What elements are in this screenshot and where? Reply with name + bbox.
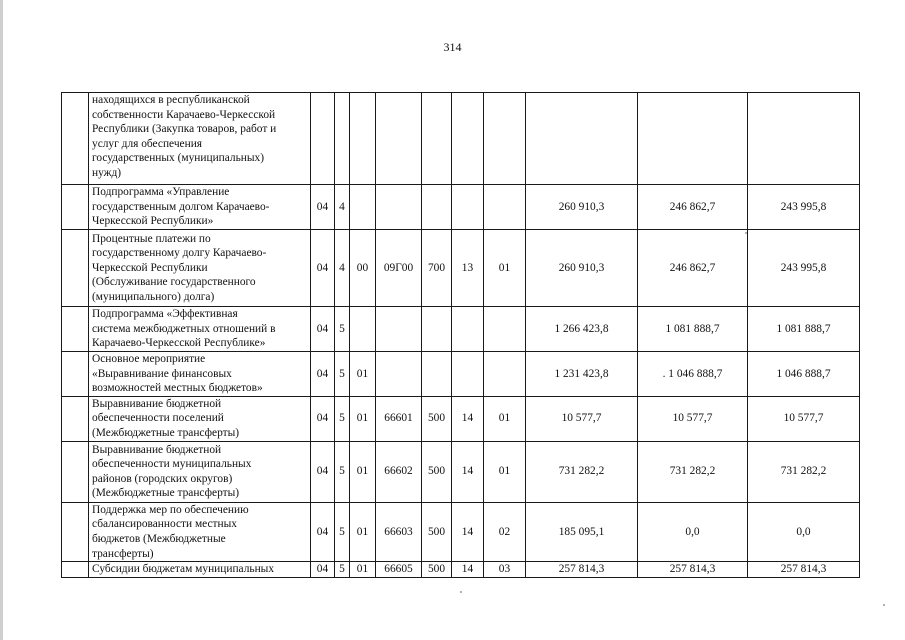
amount-cell: 731 282,2 — [638, 441, 748, 502]
row-name: Подпрограмма «Управление государственным долгом Карачаево- Черкесской Республики» — [89, 185, 311, 230]
amount-cell — [638, 93, 748, 185]
row-margin-cell — [62, 502, 89, 561]
table-row — [62, 441, 860, 502]
amount-cell: 260 910,3 — [526, 185, 638, 230]
code-cell: 01 — [350, 562, 376, 578]
table-row — [62, 185, 860, 230]
code-cell — [350, 185, 376, 230]
code-cell: 04 — [311, 307, 335, 352]
code-cell — [311, 93, 335, 185]
amount-cell: 257 814,3 — [526, 562, 638, 578]
code-cell — [452, 307, 484, 352]
table-row — [62, 352, 860, 397]
scan-speck — [883, 604, 885, 606]
row-margin-cell — [62, 441, 89, 502]
code-cell: 14 — [452, 562, 484, 578]
amount-cell: 1 081 888,7 — [748, 307, 860, 352]
row-name: Процентные платежи по государственному долгу Карачаево- Черкесской Республики (Обслуживание государственного (муниципального) долга) — [89, 230, 311, 307]
code-cell: 66603 — [376, 502, 422, 561]
amount-cell: 243 995,8 — [748, 185, 860, 230]
code-cell: 700 — [422, 230, 452, 307]
code-cell: 00 — [350, 230, 376, 307]
code-cell: 04 — [311, 230, 335, 307]
code-cell — [376, 352, 422, 397]
code-cell — [484, 93, 526, 185]
table-row — [62, 502, 860, 561]
row-name: Выравнивание бюджетной обеспеченности муниципальных районов (городских округов) (Межбюджетные трансферты) — [89, 441, 311, 502]
code-cell: 4 — [335, 185, 350, 230]
amount-cell: 246 862,7 — [638, 230, 748, 307]
code-cell — [452, 185, 484, 230]
table-row — [62, 396, 860, 441]
scan-left-edge — [0, 0, 3, 640]
amount-cell: 0,0 — [748, 502, 860, 561]
code-cell — [335, 93, 350, 185]
amount-cell — [526, 93, 638, 185]
amount-cell: . 1 046 888,7 — [638, 352, 748, 397]
row-margin-cell — [62, 562, 89, 578]
code-cell: 01 — [350, 441, 376, 502]
code-cell: 03 — [484, 562, 526, 578]
table-row — [62, 307, 860, 352]
amount-cell: 731 282,2 — [748, 441, 860, 502]
row-margin-cell — [62, 352, 89, 397]
amount-cell — [748, 93, 860, 185]
code-cell — [452, 352, 484, 397]
code-cell: 01 — [484, 396, 526, 441]
budget-table — [61, 92, 860, 578]
row-margin-cell — [62, 93, 89, 185]
code-cell: 500 — [422, 396, 452, 441]
amount-cell: 1 231 423,8 — [526, 352, 638, 397]
table-body — [62, 93, 860, 578]
code-cell — [350, 93, 376, 185]
amount-cell: 1 081 888,7 — [638, 307, 748, 352]
scan-speck — [460, 591, 462, 593]
amount-cell: 1 266 423,8 — [526, 307, 638, 352]
code-cell: 66602 — [376, 441, 422, 502]
code-cell — [484, 352, 526, 397]
row-name: Подпрограмма «Эффективная система межбюджетных отношений в Карачаево-Черкесской Республике» — [89, 307, 311, 352]
amount-cell: 260 910,3 — [526, 230, 638, 307]
code-cell: 500 — [422, 441, 452, 502]
code-cell: 04 — [311, 396, 335, 441]
code-cell: 01 — [350, 502, 376, 561]
row-name: Субсидии бюджетам муниципальных — [89, 562, 311, 578]
code-cell: 5 — [335, 502, 350, 561]
amount-cell: 257 814,3 — [638, 562, 748, 578]
amount-cell: 246 862,7 — [638, 185, 748, 230]
table-row — [62, 562, 860, 578]
code-cell — [350, 307, 376, 352]
row-name: Поддержка мер по обеспечению сбалансированности местных бюджетов (Межбюджетные трансферты) — [89, 502, 311, 561]
code-cell: 14 — [452, 441, 484, 502]
amount-cell: 243 995,8 — [748, 230, 860, 307]
code-cell — [376, 93, 422, 185]
code-cell: 04 — [311, 185, 335, 230]
code-cell: 5 — [335, 396, 350, 441]
amount-cell: 10 577,7 — [526, 396, 638, 441]
page-number: 314 — [443, 40, 462, 54]
code-cell — [422, 93, 452, 185]
code-cell: 500 — [422, 562, 452, 578]
code-cell: 01 — [350, 352, 376, 397]
code-cell: 66601 — [376, 396, 422, 441]
amount-cell: 10 577,7 — [638, 396, 748, 441]
code-cell: 09Г00 — [376, 230, 422, 307]
code-cell — [484, 307, 526, 352]
code-cell: 04 — [311, 562, 335, 578]
row-name: Выравнивание бюджетной обеспеченности поселений (Межбюджетные трансферты) — [89, 396, 311, 441]
code-cell — [484, 185, 526, 230]
code-cell: 14 — [452, 502, 484, 561]
table-row — [62, 93, 860, 185]
code-cell — [422, 185, 452, 230]
code-cell: 01 — [484, 230, 526, 307]
code-cell — [376, 185, 422, 230]
amount-cell: 1 046 888,7 — [748, 352, 860, 397]
code-cell: 66605 — [376, 562, 422, 578]
row-name: Основное мероприятие «Выравнивание финансовых возможностей местных бюджетов» — [89, 352, 311, 397]
scan-speck — [745, 232, 747, 234]
code-cell: 02 — [484, 502, 526, 561]
row-margin-cell — [62, 185, 89, 230]
amount-cell: 731 282,2 — [526, 441, 638, 502]
code-cell: 04 — [311, 502, 335, 561]
amount-cell: 0,0 — [638, 502, 748, 561]
code-cell — [452, 93, 484, 185]
code-cell: 01 — [484, 441, 526, 502]
code-cell — [422, 307, 452, 352]
code-cell: 04 — [311, 441, 335, 502]
code-cell: 13 — [452, 230, 484, 307]
code-cell: 04 — [311, 352, 335, 397]
amount-cell: 10 577,7 — [748, 396, 860, 441]
amount-cell: 185 095,1 — [526, 502, 638, 561]
row-margin-cell — [62, 396, 89, 441]
code-cell: 5 — [335, 562, 350, 578]
row-margin-cell — [62, 307, 89, 352]
code-cell — [376, 307, 422, 352]
code-cell: 14 — [452, 396, 484, 441]
code-cell: 5 — [335, 352, 350, 397]
code-cell: 4 — [335, 230, 350, 307]
code-cell: 01 — [350, 396, 376, 441]
row-margin-cell — [62, 230, 89, 307]
code-cell: 5 — [335, 441, 350, 502]
code-cell — [422, 352, 452, 397]
table-row — [62, 230, 860, 307]
code-cell: 5 — [335, 307, 350, 352]
amount-cell: 257 814,3 — [748, 562, 860, 578]
row-name: находящихся в республиканской собственности Карачаево-Черкесской Республики (Закупка товаров, работ и услуг для обеспечения государственных (муниципальных) нужд) — [89, 93, 311, 185]
code-cell: 500 — [422, 502, 452, 561]
